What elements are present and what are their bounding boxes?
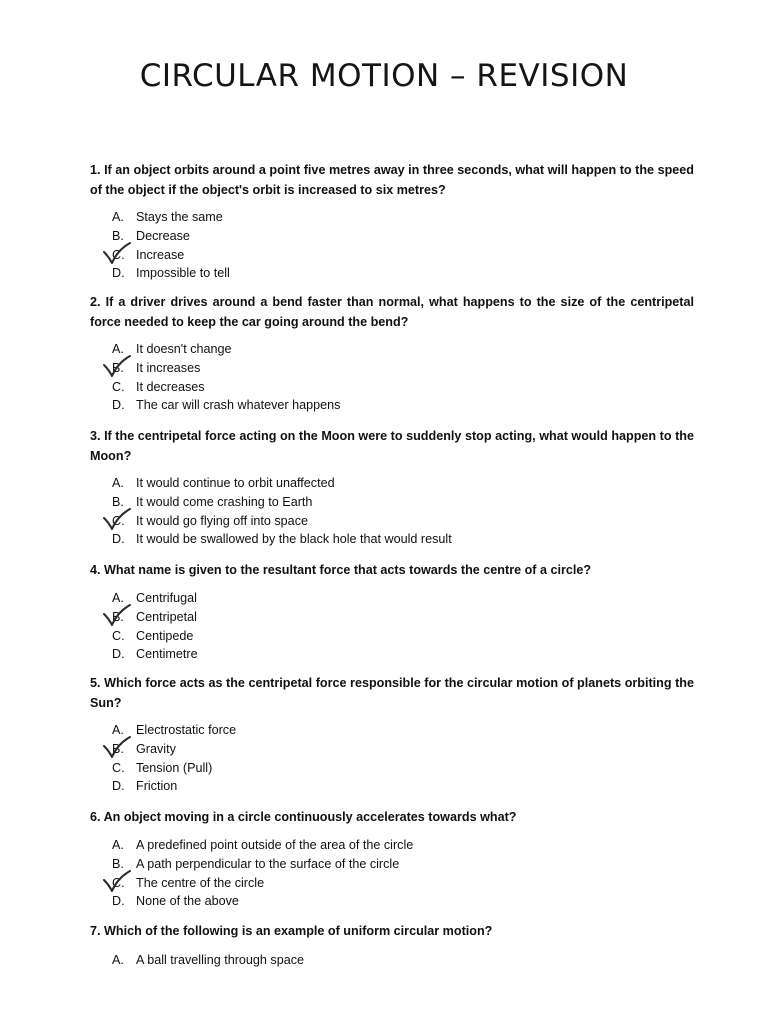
option-text: Gravity [136, 741, 176, 756]
option-letter: A. [112, 591, 124, 605]
answer-option [112, 512, 452, 531]
option-letter: A. [112, 342, 124, 356]
question-2 [90, 293, 695, 413]
answer-option [112, 359, 340, 378]
option-letter: B. [112, 360, 124, 375]
answer-option [112, 493, 452, 512]
option-text: It would go flying off into space [136, 513, 308, 528]
option-text: The car will crash whatever happens [136, 398, 341, 413]
answer-options [112, 208, 230, 283]
question-number: 3. [90, 429, 101, 443]
option-text: It doesn't change [136, 342, 232, 356]
answer-option [112, 608, 198, 627]
question-body: What name is given to the resultant force that acts towards the centre of a circle? [104, 563, 592, 577]
answer-option [112, 208, 230, 227]
option-text: Electrostatic force [136, 723, 237, 737]
option-letter: C. [112, 379, 125, 394]
answer-options [112, 836, 413, 911]
answer-option [112, 645, 198, 664]
question-text [90, 922, 694, 942]
checkmark-stroke [104, 243, 130, 263]
option-letter: A. [112, 476, 124, 490]
answer-option [112, 740, 236, 759]
answer-option [112, 892, 413, 911]
answer-options [112, 721, 236, 796]
option-text: It would come crashing to Earth [136, 494, 313, 509]
answer-option [112, 836, 413, 855]
question-1 [90, 161, 694, 281]
option-text: The centre of the circle [136, 875, 265, 890]
question-body: Which force acts as the centripetal force responsible for the circular motion of planets orbiting the Sun? [90, 676, 694, 710]
option-text: A path perpendicular to the surface of the circle [136, 856, 400, 871]
question-number: 5. [90, 676, 101, 690]
option-text: Increase [136, 247, 185, 262]
option-letter: C. [112, 513, 125, 528]
checkmark-icon [102, 242, 132, 266]
option-text: None of the above [136, 894, 239, 909]
checkmark-icon [102, 508, 132, 532]
page-title: CIRCULAR MOTION – REVISION [139, 58, 629, 94]
question-text [90, 161, 694, 200]
question-text [90, 561, 694, 581]
answer-option [112, 340, 340, 359]
option-text: A ball travelling through space [136, 953, 305, 967]
checkmark-icon [102, 736, 132, 760]
option-letter: B. [112, 494, 124, 509]
answer-option [112, 264, 230, 283]
answer-option [112, 855, 413, 874]
question-body: An object moving in a circle continuously accelerates towards what? [103, 810, 517, 824]
checkmark-icon [102, 355, 132, 379]
checkmark-icon [102, 870, 132, 894]
option-letter: C. [112, 875, 125, 890]
answer-option [112, 951, 304, 970]
option-letter: D. [112, 398, 125, 413]
option-letter: B. [112, 609, 124, 624]
option-text: Stays the same [136, 210, 223, 224]
option-letter: D. [112, 779, 125, 794]
question-4 [90, 561, 694, 662]
question-number: 7. [90, 924, 101, 938]
answer-option [112, 378, 340, 397]
checkmark-icon [102, 604, 132, 628]
answer-options [112, 589, 198, 664]
option-text: It increases [136, 360, 201, 375]
question-7 [90, 922, 694, 967]
question-text [90, 808, 694, 828]
option-letter: A. [112, 723, 124, 737]
question-6 [90, 808, 694, 909]
option-text: Centipede [136, 628, 194, 643]
question-number: 2. [90, 295, 101, 309]
question-body: If the centripetal force acting on the Moon were to suddenly stop acting, what would happen to the Moon? [90, 429, 694, 463]
option-letter: A. [112, 953, 124, 967]
question-number: 4. [90, 563, 101, 577]
question-3 [90, 427, 694, 547]
question-5 [90, 674, 694, 794]
question-number: 1. [90, 163, 101, 177]
option-letter: D. [112, 647, 125, 662]
option-letter: D. [112, 894, 125, 909]
answer-option [112, 627, 198, 646]
option-letter: A. [112, 210, 124, 224]
answer-options [112, 340, 340, 415]
checkmark-stroke [104, 356, 130, 376]
option-text: Impossible to tell [136, 266, 230, 281]
option-letter: B. [112, 856, 124, 871]
option-letter: C. [112, 628, 125, 643]
option-text: Friction [136, 779, 178, 794]
question-text [90, 427, 694, 466]
answer-option [112, 530, 452, 549]
option-letter: D. [112, 266, 125, 281]
option-letter: B. [112, 228, 124, 243]
option-letter: D. [112, 532, 125, 547]
option-letter: C. [112, 760, 125, 775]
option-text: It decreases [136, 379, 205, 394]
option-text: Centrifugal [136, 591, 197, 605]
option-text: Tension (Pull) [136, 760, 213, 775]
question-number: 6. [90, 810, 101, 824]
option-text: Decrease [136, 228, 190, 243]
option-letter: C. [112, 247, 125, 262]
option-text: A predefined point outside of the area of the circle [136, 838, 414, 852]
question-text [90, 293, 694, 332]
option-text: Centimetre [136, 647, 198, 662]
option-letter: B. [112, 741, 124, 756]
option-letter: A. [112, 838, 124, 852]
question-body: Which of the following is an example of uniform circular motion? [104, 924, 493, 938]
option-text: It would be swallowed by the black hole that would result [136, 532, 452, 547]
checkmark-stroke [104, 871, 130, 891]
answer-options [112, 951, 304, 970]
answer-option [112, 759, 236, 778]
answer-option [112, 246, 230, 265]
answer-option [112, 396, 340, 415]
answer-option [112, 474, 452, 493]
question-body: If an object orbits around a point five metres away in three seconds, what will happen to the speed of the object if the object's orbit is increased to six metres? [90, 163, 694, 197]
checkmark-stroke [104, 737, 130, 757]
answer-options [112, 474, 452, 549]
option-text: It would continue to orbit unaffected [136, 476, 335, 490]
answer-option [112, 777, 236, 796]
answer-option [112, 874, 413, 893]
question-text [90, 674, 694, 713]
checkmark-stroke [104, 605, 130, 625]
question-body: If a driver drives around a bend faster than normal, what happens to the size of the centripetal force needed to keep the car going around the bend? [90, 295, 695, 329]
checkmark-stroke [104, 509, 130, 529]
option-text: Centripetal [136, 609, 197, 624]
